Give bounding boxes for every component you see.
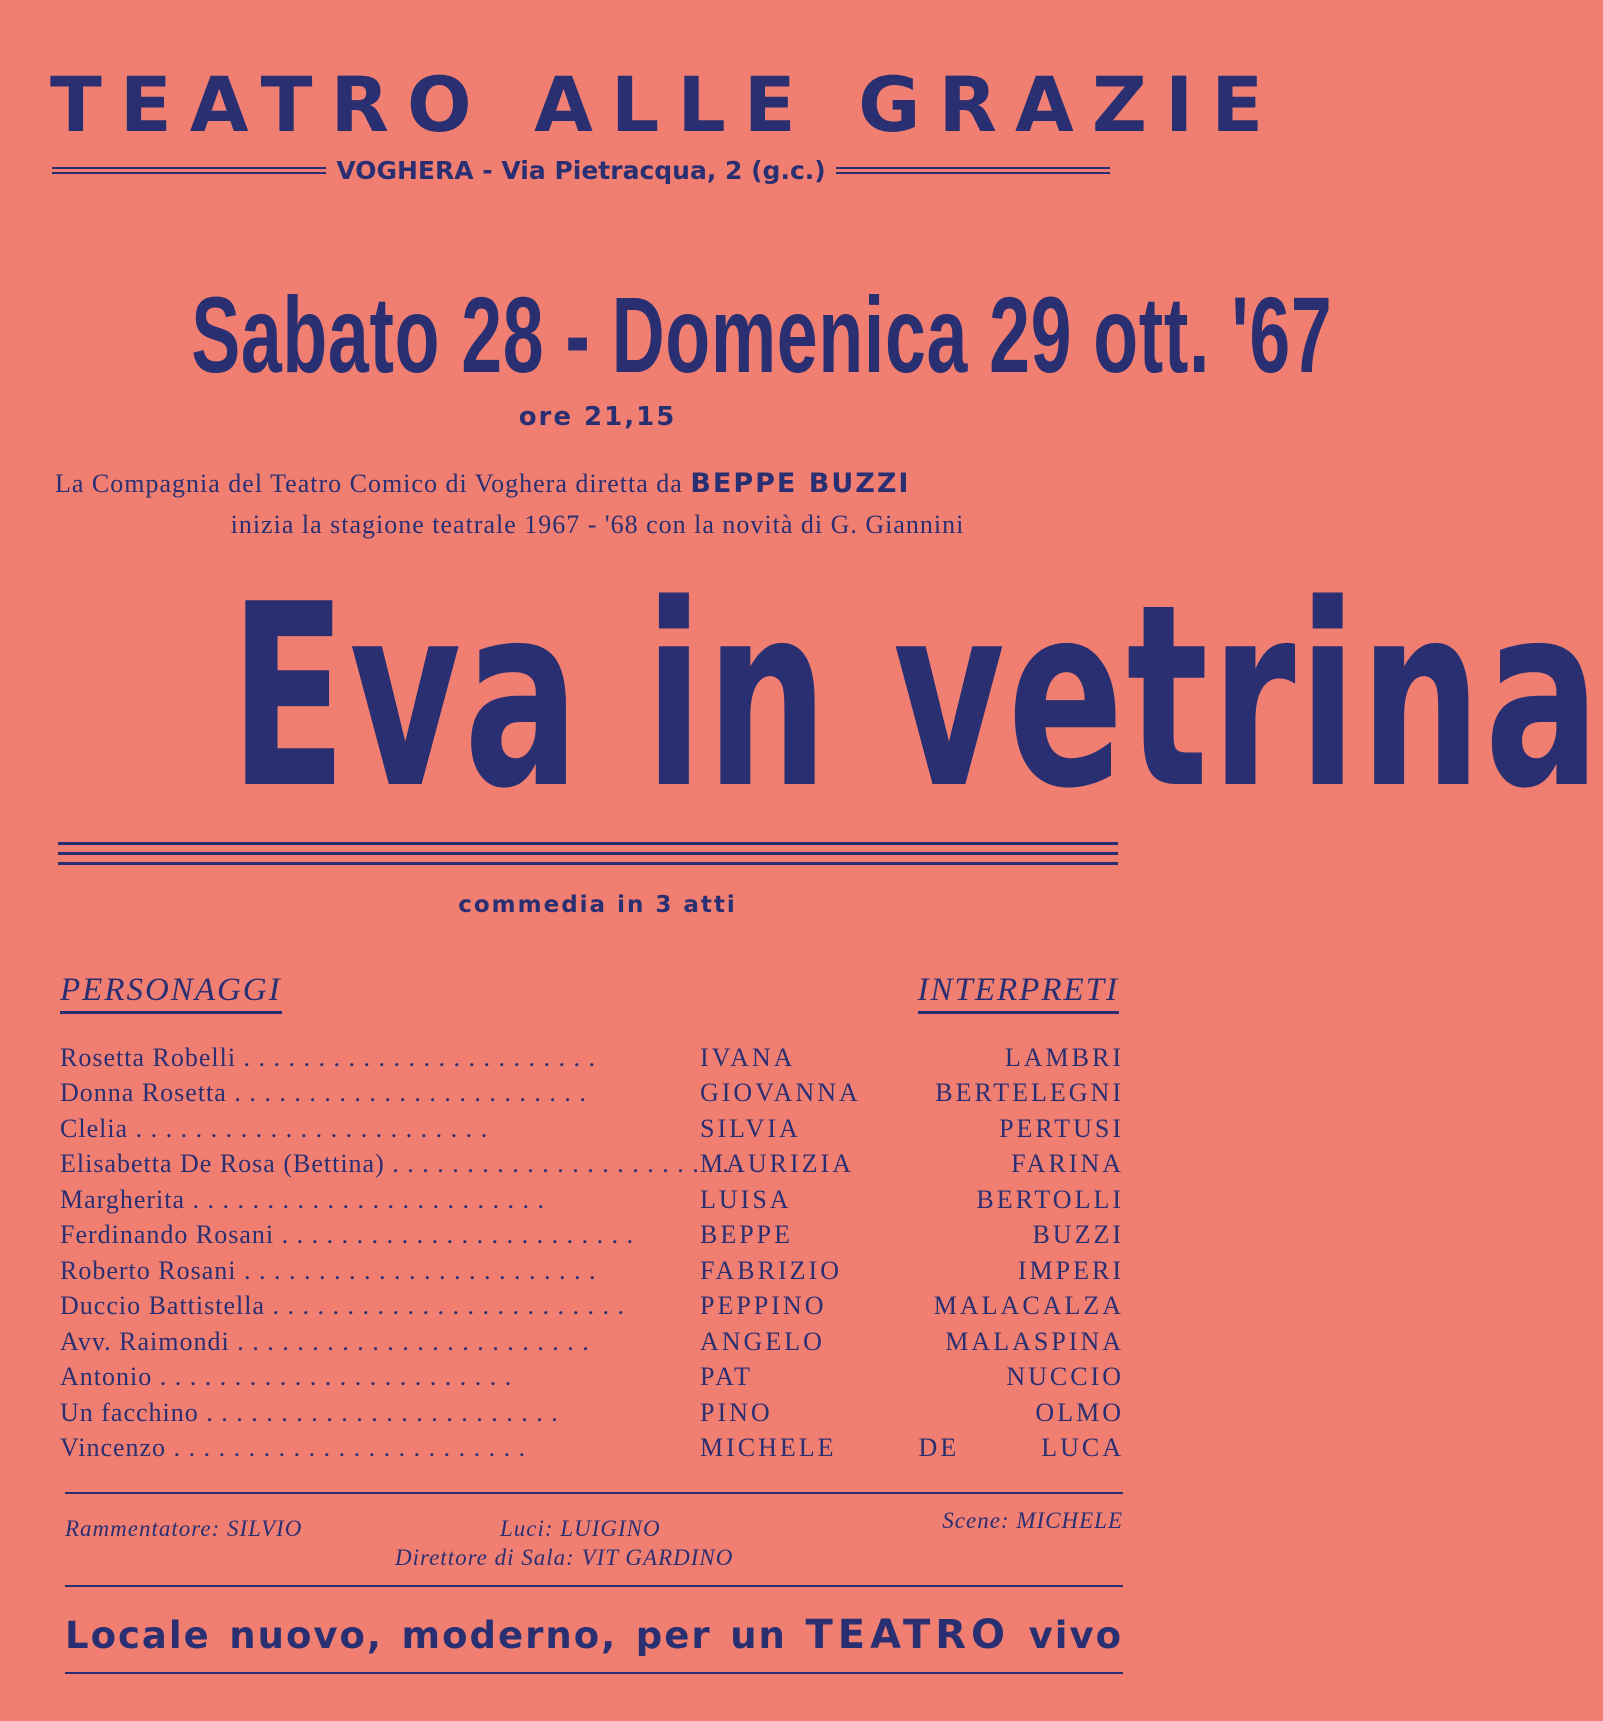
role-name: Elisabetta De Rosa (Bettina) . [60, 1149, 700, 1179]
company-intro-line2: inizia la stagione teatrale 1967 - '68 con la novità di G. Giannini [230, 510, 965, 539]
cast-row [60, 1076, 1124, 1112]
company-intro-line1 [55, 468, 1115, 499]
actor-name: BEPPE BUZZI [700, 1220, 1124, 1250]
footer-rule [65, 1672, 1123, 1674]
role-name: Clelia . [60, 1114, 700, 1144]
role-name: Margherita . [60, 1185, 700, 1215]
cast-row [60, 1395, 1124, 1431]
role-name: Rosetta Robelli . [60, 1043, 700, 1073]
title-rule-1 [58, 842, 1118, 845]
role-name: Un facchino . [60, 1398, 700, 1428]
actors-heading: INTERPRETI [918, 972, 1119, 1014]
cast-row [60, 1289, 1124, 1325]
cast-row [60, 1253, 1124, 1289]
actor-name: LUISA BERTOLLI [700, 1184, 1124, 1214]
roles-heading: PERSONAGGI [60, 972, 282, 1014]
address-rule-left [52, 167, 326, 174]
actor-name: MICHELE DE LUCA [700, 1433, 1124, 1463]
cast-list [60, 1040, 1124, 1466]
credits-rule-top [65, 1492, 1123, 1494]
role-name: Vincenzo . [60, 1433, 700, 1463]
role-name: Duccio Battistella . [60, 1291, 700, 1321]
role-name: Ferdinando Rosani . [60, 1220, 700, 1250]
actor-name: SILVIA PERTUSI [700, 1113, 1124, 1143]
cast-row [60, 1218, 1124, 1254]
theatre-address: VOGHERA - Via Pietracqua, 2 (g.c.) [336, 155, 826, 185]
cast-row [60, 1040, 1124, 1076]
role-name: Antonio . [60, 1362, 700, 1392]
credits-rule-bottom [65, 1585, 1123, 1587]
slogan-start: Locale nuovo, moderno, per un [65, 1614, 787, 1657]
actor-name: PINO OLMO [700, 1397, 1124, 1427]
play-genre: commedia in 3 atti [458, 892, 737, 918]
actor-name: ANGELO MALASPINA [700, 1326, 1124, 1356]
role-name: Donna Rosetta . [60, 1078, 700, 1108]
actor-name: MAURIZIA FARINA [700, 1149, 1124, 1179]
actor-name: PEPPINO MALACALZA [700, 1291, 1124, 1321]
cast-row [60, 1324, 1124, 1360]
slogan-theatre: TEATRO [805, 1612, 1011, 1658]
prompter-credit: Rammentatore: SILVIO [65, 1516, 303, 1541]
address-rule-right [836, 167, 1110, 174]
lights-credit: Luci: LUIGINO [500, 1516, 661, 1541]
company-intro-text: La Compagnia del Teatro Comico di Voghera diretta da [55, 469, 683, 498]
cast-row [60, 1147, 1124, 1183]
role-name: Roberto Rosani . [60, 1256, 700, 1286]
cast-row [60, 1111, 1124, 1147]
address-row [52, 150, 1110, 190]
theatre-name: TEATRO ALLE GRAZIE [50, 60, 1282, 149]
performance-dates: Sabato 28 - Domenica 29 ott. '67 [191, 274, 1333, 395]
performance-time: ore 21,15 [518, 402, 677, 432]
slogan-end: vivo [1028, 1614, 1123, 1657]
title-rule-3 [58, 862, 1118, 865]
cast-row [60, 1360, 1124, 1396]
scenery-credit: Scene: MICHELE [942, 1508, 1123, 1533]
cast-row [60, 1431, 1124, 1467]
slogan [65, 1612, 1123, 1658]
actor-name: IVANA LAMBRI [700, 1042, 1124, 1072]
actor-name: GIOVANNA BERTELEGNI [700, 1078, 1124, 1108]
actor-name: PAT NUCCIO [700, 1362, 1124, 1392]
house-manager-credit: Direttore di Sala: VIT GARDINO [395, 1545, 734, 1570]
cast-row [60, 1182, 1124, 1218]
play-title: Eva in vetrina [229, 551, 1603, 844]
director-name: BEPPE BUZZI [690, 468, 911, 499]
role-name: Avv. Raimondi . [60, 1327, 700, 1357]
actor-name: FABRIZIO IMPERI [700, 1255, 1124, 1285]
title-rule-2 [58, 852, 1118, 855]
